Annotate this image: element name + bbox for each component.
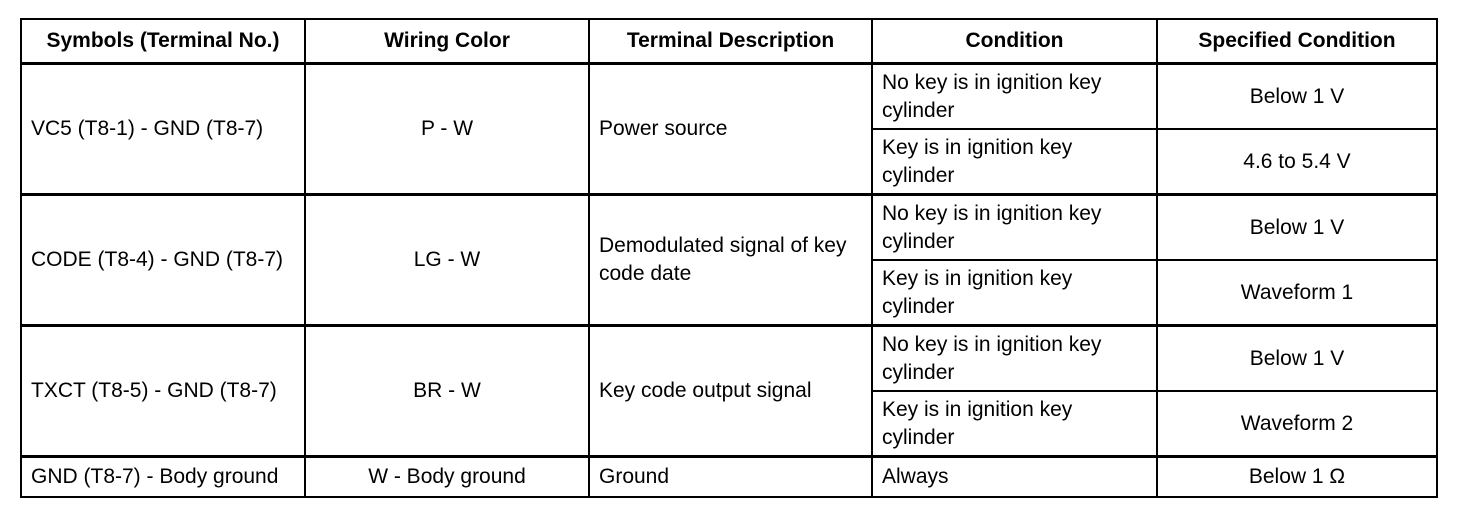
header-specified-condition: Specified Condition [1157, 19, 1437, 64]
cell-condition: No key is in ignition key cylinder [872, 326, 1157, 392]
cell-wiring-color: P - W [305, 64, 589, 195]
cell-wiring-color: LG - W [305, 195, 589, 326]
header-symbols: Symbols (Terminal No.) [21, 19, 305, 64]
cell-wiring-color: BR - W [305, 326, 589, 457]
cell-symbol: CODE (T8-4) - GND (T8-7) [21, 195, 305, 326]
table-row [21, 64, 1437, 130]
cell-specified-condition: Below 1 V [1157, 195, 1437, 261]
terminal-spec-table [20, 18, 1438, 498]
cell-condition: Key is in ignition key cylinder [872, 260, 1157, 326]
cell-condition: Key is in ignition key cylinder [872, 391, 1157, 457]
header-terminal-description: Terminal Description [589, 19, 872, 64]
cell-description: Key code output signal [589, 326, 872, 457]
table-row [21, 195, 1437, 261]
cell-condition: No key is in ignition key cylinder [872, 195, 1157, 261]
header-condition: Condition [872, 19, 1157, 64]
cell-specified-condition: Waveform 2 [1157, 391, 1437, 457]
cell-condition: Key is in ignition key cylinder [872, 129, 1157, 195]
cell-condition: Always [872, 457, 1157, 498]
cell-description: Power source [589, 64, 872, 195]
header-wiring-color: Wiring Color [305, 19, 589, 64]
cell-condition: No key is in ignition key cylinder [872, 64, 1157, 130]
table-header-row [21, 19, 1437, 64]
cell-specified-condition: 4.6 to 5.4 V [1157, 129, 1437, 195]
table-row [21, 326, 1437, 392]
table-row [21, 457, 1437, 498]
cell-symbol: VC5 (T8-1) - GND (T8-7) [21, 64, 305, 195]
cell-specified-condition: Below 1 V [1157, 64, 1437, 130]
cell-wiring-color: W - Body ground [305, 457, 589, 498]
cell-description: Ground [589, 457, 872, 498]
cell-specified-condition: Below 1 Ω [1157, 457, 1437, 498]
cell-specified-condition: Waveform 1 [1157, 260, 1437, 326]
cell-symbol: GND (T8-7) - Body ground [21, 457, 305, 498]
cell-symbol: TXCT (T8-5) - GND (T8-7) [21, 326, 305, 457]
cell-specified-condition: Below 1 V [1157, 326, 1437, 392]
cell-description: Demodulated signal of key code date [589, 195, 872, 326]
